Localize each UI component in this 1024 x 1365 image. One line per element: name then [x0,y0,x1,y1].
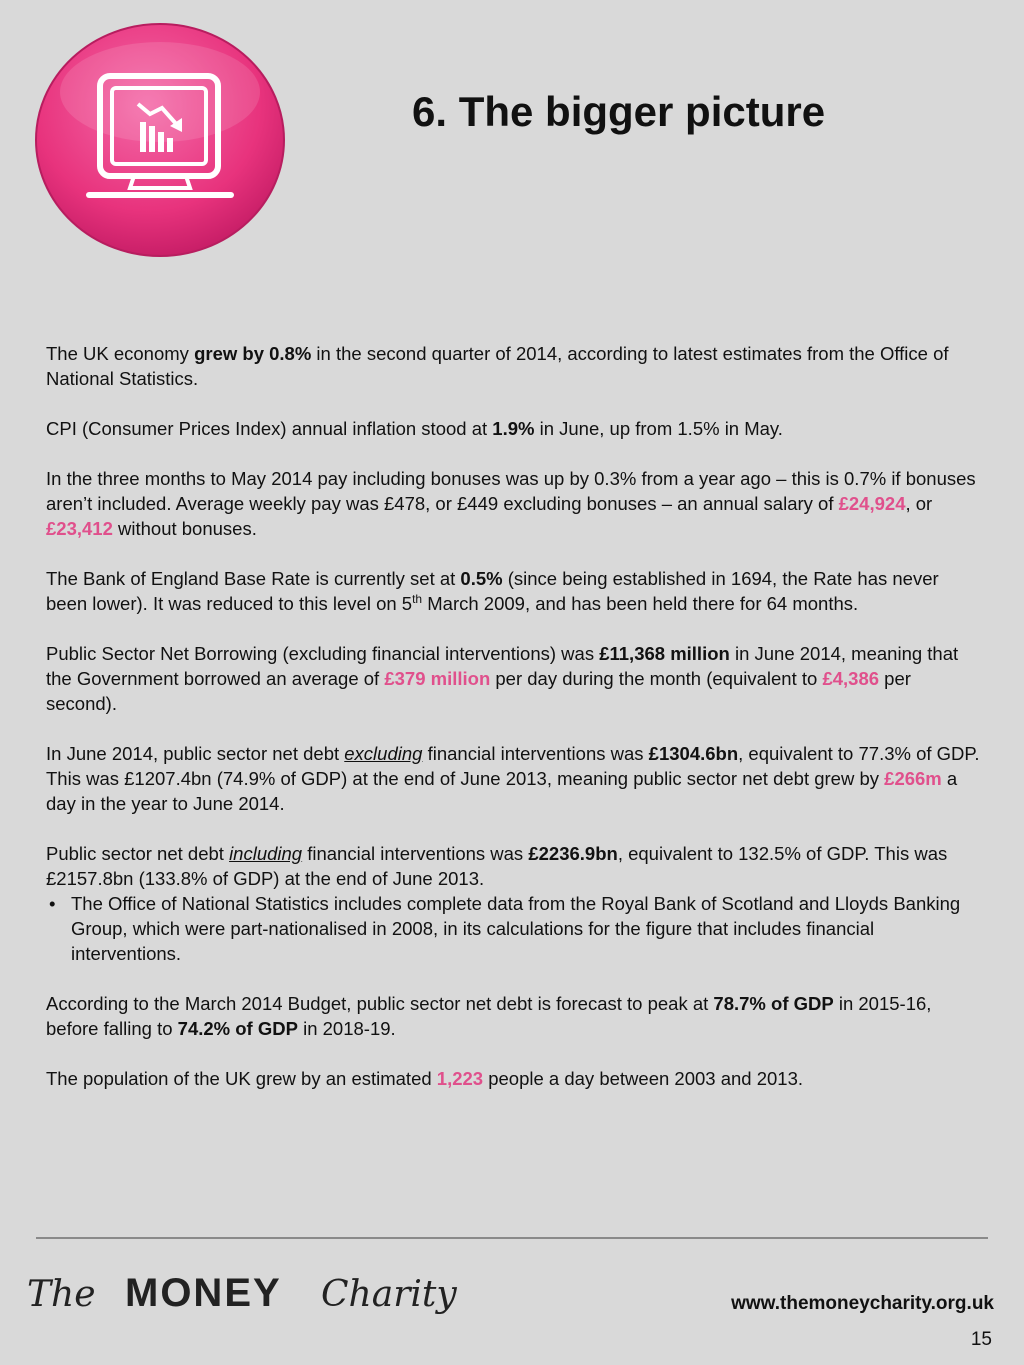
paragraph-population: The population of the UK grew by an estimated 1,223 people a day between 2003 and 2013. [46,1068,804,1089]
body-text [46,341,981,1116]
paragraph-debt-including: Public sector net debt including financial interventions was £2236.9bn, equivalent to 132.5% of GDP. This was £2157.8bn (133.8% of GDP) at the end of June 2013. [46,843,948,889]
svg-text:MONEY: MONEY [125,1271,282,1315]
list-item: • The Office of National Statistics includes complete data from the Royal Bank of Scotland and Lloyds Banking Group, which were part-nationalised in 2008, in its calculations for the figure that includes financial interventions. [46,891,981,966]
svg-text:Charity: Charity [321,1274,457,1315]
money-charity-logo [25,1262,495,1340]
paragraph-gdp-growth: The UK economy grew by 0.8% in the second quarter of 2014, according to latest estimates from the Office of National Statistics. [46,343,949,389]
paragraph-borrowing: Public Sector Net Borrowing (excluding financial interventions) was £11,368 million in June 2014, meaning that the Government borrowed an average of £379 million per day during the month (equivalent to £4,386 per second). [46,643,959,714]
svg-text:The: The [27,1274,96,1315]
paragraph-base-rate: The Bank of England Base Rate is currently set at 0.5% (since being established in 1694, the Rate has never been lower). It was reduced to this level on 5th March 2009, and has been held there for 64 months. [46,568,939,614]
paragraph-budget-forecast: According to the March 2014 Budget, public sector net debt is forecast to peak at 78.7% of GDP in 2015-16, before falling to 74.2% of GDP in 2018-19. [46,993,932,1039]
footer-divider [36,1237,988,1239]
paragraph-pay: In the three months to May 2014 pay including bonuses was up by 0.3% from a year ago – this is 0.7% if bonuses aren’t included. Average weekly pay was £478, or £449 excluding bonuses – an annual salary of £24,924, or £23,412 without bonuses. [46,468,976,539]
page-title: 6. The bigger picture [412,88,826,135]
monitor-chart-down-icon [34,22,286,258]
website-link[interactable]: www.themoneycharity.org.uk [731,1293,994,1314]
paragraph-debt-excluding: In June 2014, public sector net debt excluding financial interventions was £1304.6bn, equivalent to 77.3% of GDP. This was £1207.4bn (74.9% of GDP) at the end of June 2013, meaning public sector net debt grew by £266m a day in the year to June 2014. [46,743,980,814]
paragraph-inflation: CPI (Consumer Prices Index) annual inflation stood at 1.9% in June, up from 1.5% in May. [46,418,783,439]
bullet-list [46,891,981,966]
page-number: 15 [970,1329,992,1350]
